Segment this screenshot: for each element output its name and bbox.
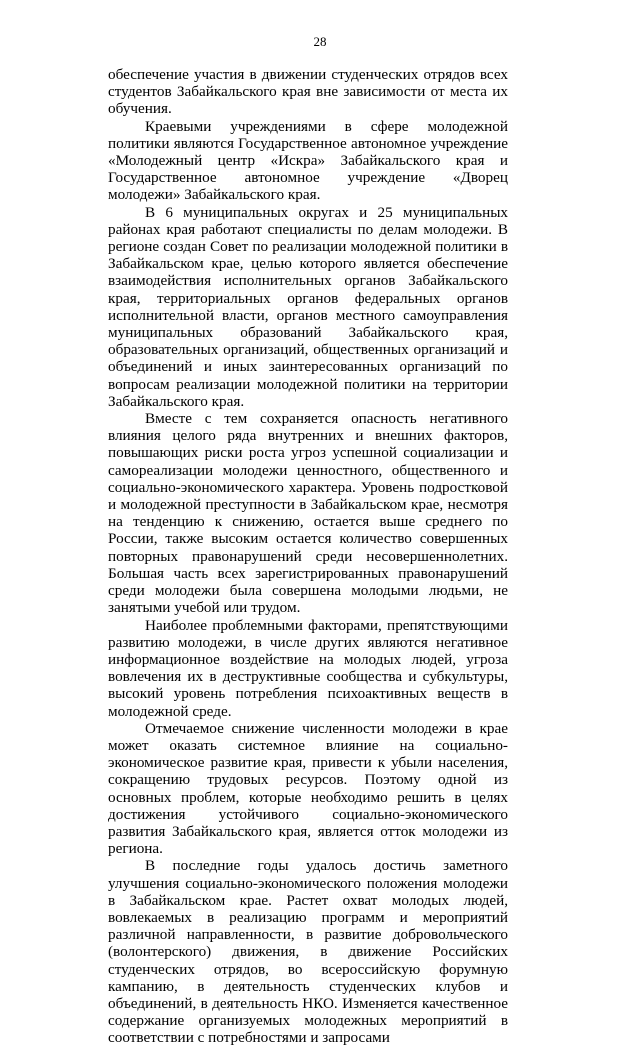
paragraph-7: В последние годы удалось достичь заметного улучшения социально-экономического положения молодежи в Забайкальском крае. Растет охват молодых людей, вовлекаемых в реализацию программ и мероприятий различной направленности, в развитие добровольческого (волонтерского) движения, в движение Российских студенческих отрядов, во всероссийскую форумную кампанию, в деятельность студенческих клубов и объединений, в деятельность НКО. Изменяется качественное содержание организуемых молодежных мероприятий в соответствии с потребностями и запросами — [108, 857, 508, 1047]
paragraph-4: Вместе с тем сохраняется опасность негативного влияния целого ряда внутренних и внешних факторов, повышающих риски роста угроз успешной социализации и самореализации молодежи ценностного, общественного и социально-экономического характера. Уровень подростковой и молодежной преступности в Забайкальском крае, несмотря на тенденцию к снижению, остается выше среднего по России, также высоким остается количество совершенных повторных правонарушений среди несовершеннолетних. Большая часть всех зарегистрированных правонарушений среди молодежи была совершена молодыми людьми, не занятыми учебой или трудом. — [108, 410, 508, 617]
paragraph-1: обеспечение участия в движении студенческих отрядов всех студентов Забайкальского края вне зависимости от места их обучения. — [108, 66, 508, 118]
page-number: 28 — [313, 34, 327, 49]
paragraph-6: Отмечаемое снижение численности молодежи в крае может оказать системное влияние на социально-экономическое развитие края, привести к убыли населения, сокращению трудовых ресурсов. Поэтому одной из основных проблем, которые необходимо решить в целях достижения устойчивого социально-экономического развития Забайкальского края, является отток молодежи из региона. — [108, 719, 508, 858]
document-body — [108, 66, 508, 1047]
paragraph-5: Наиболее проблемными факторами, препятствующими развитию молодежи, в числе других являются негативное информационное воздействие на молодых людей, угроза вовлечения их в деструктивные сообщества и субкультуры, высокий уровень потребления психоактивных веществ в молодежной среде. — [108, 616, 508, 720]
paragraph-2: Краевыми учреждениями в сфере молодежной политики являются Государственное автономное учреждение «Молодежный центр «Искра» Забайкальского края и Государственное автономное учреждение «Дворец молодежи» Забайкальского края. — [108, 117, 508, 204]
paragraph-3: В 6 муниципальных округах и 25 муниципальных районах края работают специалисты по делам молодежи. В регионе создан Совет по реализации молодежной политики в Забайкальском крае, целью которого является обеспечение взаимодействия исполнительных органов Забайкальского края, территориальных органов федеральных органов исполнительной власти, органов местного самоуправления муниципальных образований Забайкальского края, образовательных организаций, общественных организаций и объединений и иных заинтересованных организаций по вопросам реализации молодежной политики на территории Забайкальского края. — [108, 203, 508, 410]
